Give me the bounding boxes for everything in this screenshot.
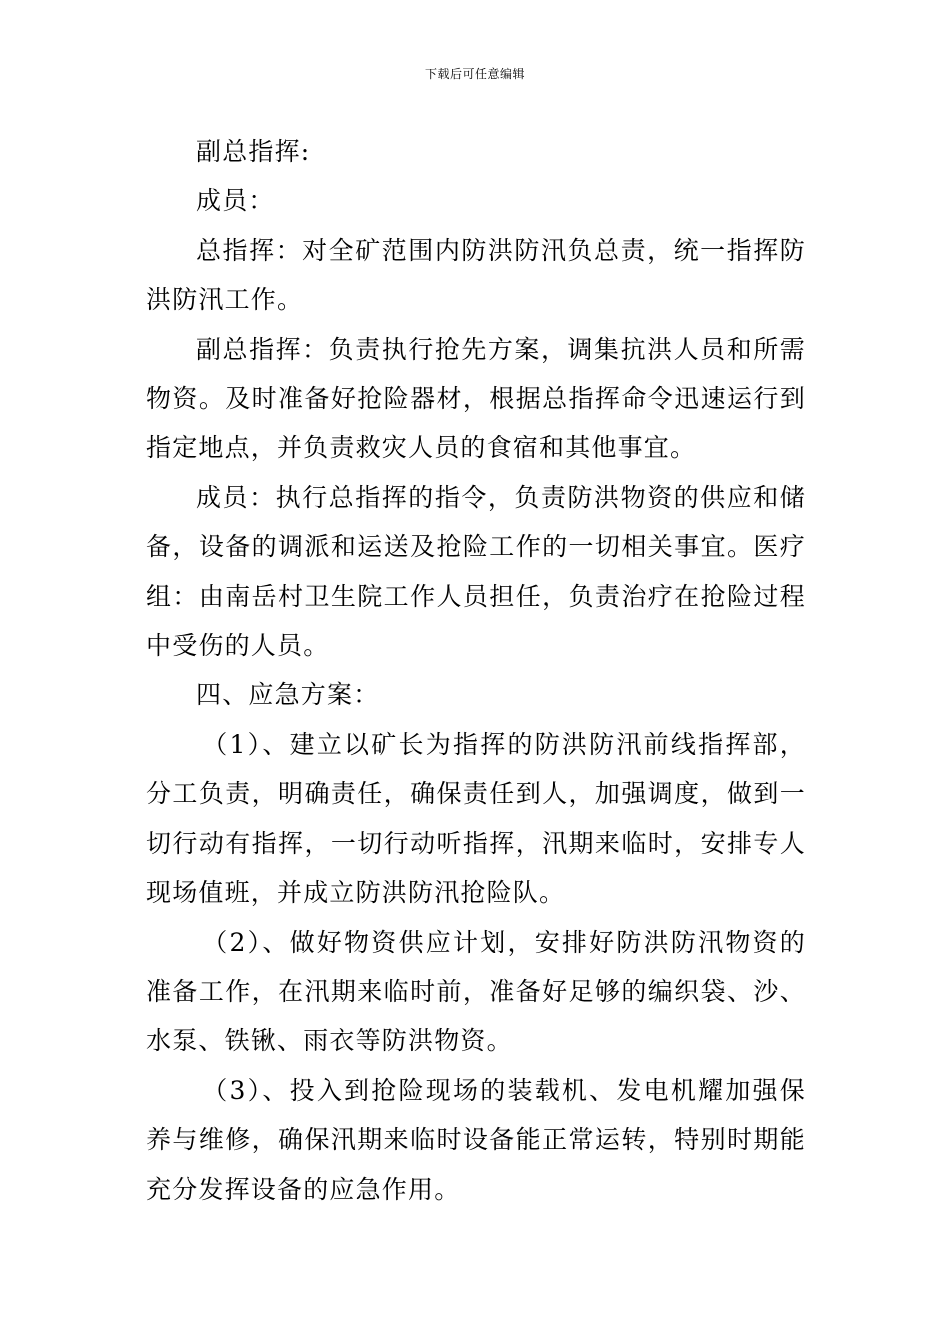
paragraph-deputy-commander-title: 副总指挥: [196,137,311,166]
paragraph-deputy-commander-duty: 副总指挥：负责执行抢先方案，调集抗洪人员和所需物资。及时准备好抢险器材，根据总指挥命令迅速运行到指定地点，并负责救灾人员的食宿和其他事宜。 [146,334,806,463]
paragraph-members-title: 成员： [196,186,275,216]
document-body [146,127,806,1214]
page-header-note: 下载后可任意编辑 [424,67,525,81]
paragraph-members-duty: 成员：执行总指挥的指令，负责防洪物资的供应和储备，设备的调派和运送及抢险工作的一切相关事宜。医疗组：由南岳村卫生院工作人员担任，负责治疗在抢险过程中受伤的人员。 [146,482,806,661]
plan-item-3: （3）、投入到抢险现场的装载机、发电机耀加强保养与维修，确保汛期来临时设备能正常运转，特别时期能充分发挥设备的应急作用。 [146,1075,806,1204]
section-heading-emergency-plan: 四、应急方案： [196,680,380,710]
paragraph-commander-duty: 总指挥：对全矿范围内防洪防汛负总责，统一指挥防洪防汛工作。 [146,235,806,315]
plan-item-2: （2）、做好物资供应计划，安排好防洪防汛物资的准备工作，在汛期来临时前，准备好足够的编织袋、沙、水泵、铁锹、雨衣等防洪物资。 [146,927,806,1056]
plan-item-1: （1）、建立以矿长为指挥的防洪防汛前线指挥部，分工负责，明确责任，确保责任到人，加强调度，做到一切行动有指挥，一切行动听指挥，汛期来临时，安排专人现场值班，并成立防洪防汛抢险队。 [146,729,806,908]
